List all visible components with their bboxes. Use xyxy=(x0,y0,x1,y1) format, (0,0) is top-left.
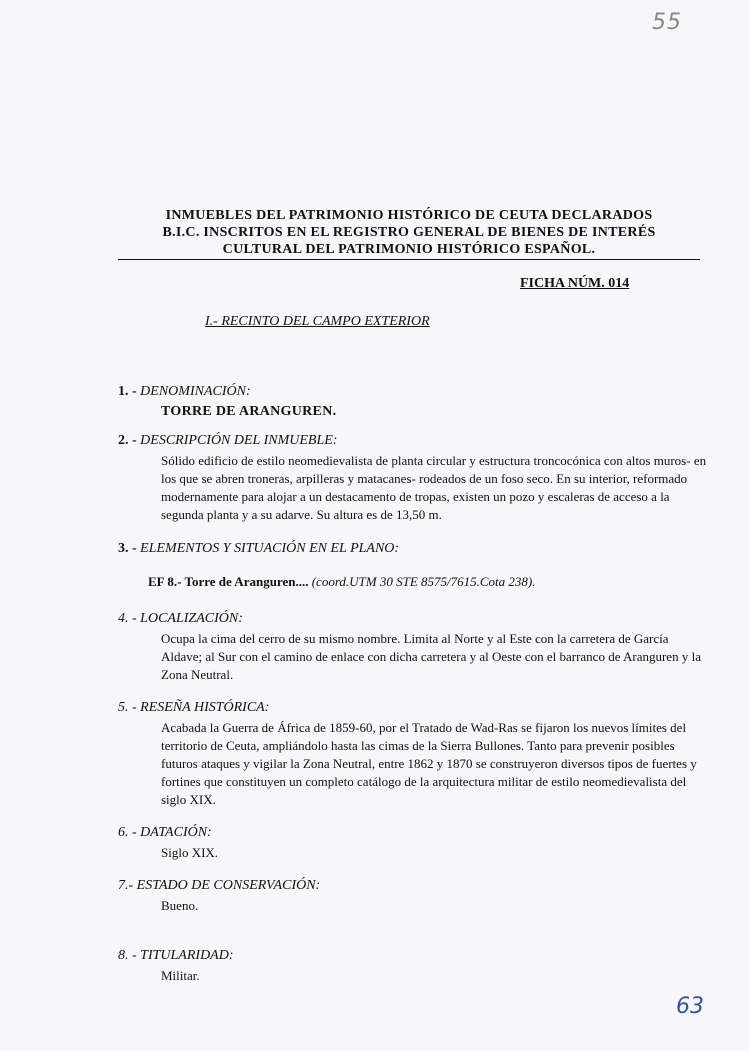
document-header xyxy=(118,207,700,258)
item-number: 5. - xyxy=(118,700,137,715)
item-title xyxy=(118,878,708,894)
ficha-number: FICHA NÚM. 014 xyxy=(520,276,630,291)
item-heading: TITULARIDAD: xyxy=(140,948,234,963)
item-heading: LOCALIZACIÓN: xyxy=(140,611,243,626)
item-heading: ELEMENTOS Y SITUACIÓN EN EL PLANO: xyxy=(140,541,400,556)
item-datacion xyxy=(118,825,708,862)
section-title: I.- RECINTO DEL CAMPO EXTERIOR xyxy=(205,314,430,329)
coordinates: (coord.UTM 30 STE 8575/7615.Cota 238). xyxy=(311,574,536,589)
item-number: 7.- xyxy=(118,878,134,893)
item-number: 4. - xyxy=(118,611,137,626)
item-body: Siglo XIX. xyxy=(161,845,219,860)
item-number: 8. - xyxy=(118,948,137,963)
item-titularidad xyxy=(118,948,708,985)
header-divider xyxy=(118,259,700,260)
handwritten-page-number: 55 xyxy=(652,10,682,35)
header-line-2: B.I.C. INSCRITOS EN EL REGISTRO GENERAL DE BIENES DE INTERÉS xyxy=(162,225,656,240)
item-heading: RESEÑA HISTÓRICA: xyxy=(140,700,270,715)
item-heading: DENOMINACIÓN: xyxy=(140,384,251,399)
item-body: Militar. xyxy=(161,968,200,983)
header-line-3: CULTURAL DEL PATRIMONIO HISTÓRICO ESPAÑOL. xyxy=(222,242,596,257)
item-descripcion xyxy=(118,433,708,524)
item-heading: DATACIÓN: xyxy=(140,825,212,840)
item-title xyxy=(118,700,708,716)
item-title xyxy=(118,825,708,841)
item-title xyxy=(118,611,708,627)
item-body: TORRE DE ARANGUREN. xyxy=(161,404,337,419)
item-number: 2. - xyxy=(118,433,137,448)
item-number: 1. - xyxy=(118,384,137,399)
item-resena xyxy=(118,700,708,809)
plan-reference: EF 8.- Torre de Aranguren.... xyxy=(148,574,309,589)
handwritten-folio-number: 63 xyxy=(676,994,704,1019)
item-number: 6. - xyxy=(118,825,137,840)
item-heading: ESTADO DE CONSERVACIÓN: xyxy=(136,878,321,893)
item-body: Acabada la Guerra de África de 1859-60, por el Tratado de Wad-Ras se fijaron los nuevos límites del territorio de Ceuta, ampliándolo hasta las cimas de la Sierra Bullones. Tanto para prevenir posibles futuros ataques y vigilar la Zona Neutral, entre 1862 y 1870 se construyeron diversos tipos de fuertes y fortines que constituyen un completo catálogo de la arquitectura militar de estilo neomedievalista del siglo XIX. xyxy=(161,720,697,807)
item-body: Bueno. xyxy=(161,898,199,913)
item-title xyxy=(118,384,708,400)
header-line-1: INMUEBLES DEL PATRIMONIO HISTÓRICO DE CEUTA DECLARADOS xyxy=(165,208,653,223)
item-body: Sólido edificio de estilo neomedievalista de planta circular y estructura troncocónica con altos muros- en los que se abren troneras, arpilleras y matacanes- rodeados de un foso seco. En su interior, reformado modernamente para alojar a un destacamento de tropas, existen un pozo y escaleras de acceso a la segunda planta y a su adarve. Su altura es de 13,50 m. xyxy=(161,453,707,522)
item-title xyxy=(118,541,708,557)
item-title xyxy=(118,948,708,964)
item-heading: DESCRIPCIÓN DEL INMUEBLE: xyxy=(140,433,338,448)
item-title xyxy=(118,433,708,449)
item-localizacion xyxy=(118,611,708,684)
item-body: Ocupa la cima del cerro de su mismo nombre. Limita al Norte y al Este con la carretera de García Aldave; al Sur con el camino de enlace con dicha carretera y al Oeste con el barranco de Aranguren y la Zona Neutral. xyxy=(161,631,701,682)
item-denominacion xyxy=(118,384,708,421)
item-elementos xyxy=(118,541,708,591)
item-body xyxy=(148,573,708,591)
item-estado xyxy=(118,878,708,915)
item-number: 3. - xyxy=(118,541,137,556)
